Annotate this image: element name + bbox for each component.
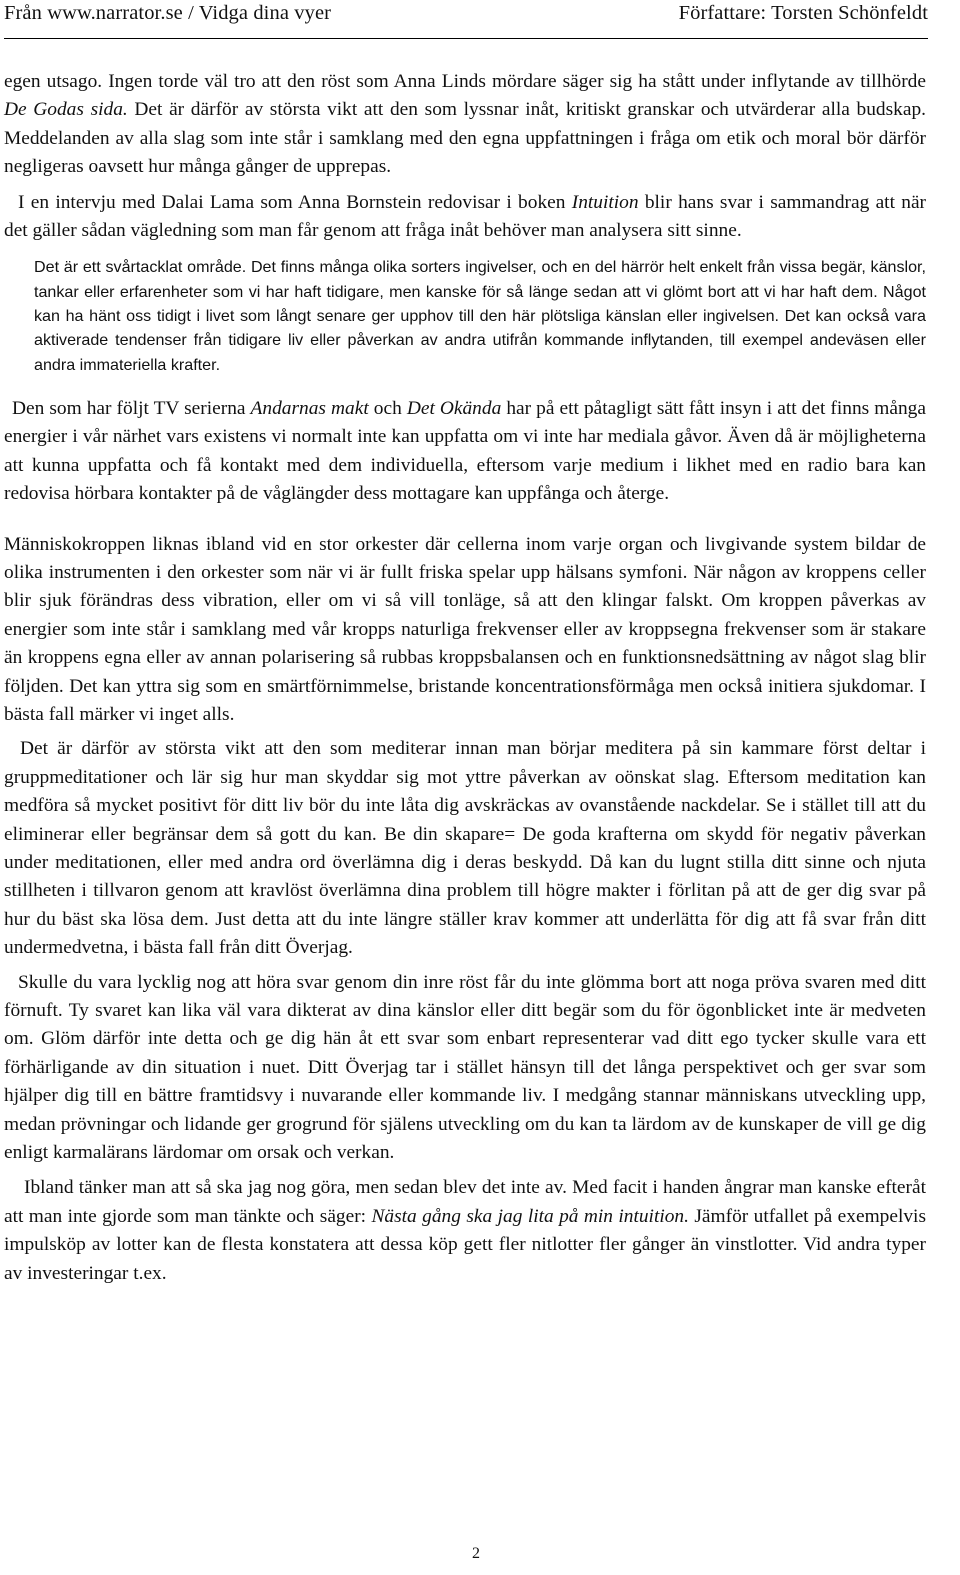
- paragraph-8-emphasis: Nästa gång ska jag lita på min intuition.: [371, 1205, 689, 1227]
- paragraph-4-text-c: och: [368, 397, 407, 419]
- paragraph-5: Människokroppen liknas ibland vid en stor orkester där cellerna inom varje organ och livgivande system bildar de olika instrumenten i den orkester som när vi är fullt friska spelar upp hälsans symfoni. När någon av kroppens celler blir sjuk förändras dess vibration, eller om vi så vill tonläge, så att den klingar falskt. Om kroppen påverkas av energier som inte står i samklang med vår kropps naturliga frekvenser eller av kroppsegna frekvenser som är stakare än kroppens egna eller av annan polarisering så rubbas kroppsbalansen och en funktionsnedsättning av något slag blir följden. Det kan yttra sig som en smärtförnimmelse, bristande koncentrationsförmåga men också initiera sjukdomar. I bästa fall märker vi inget alls.: [4, 533, 926, 725]
- paragraph-8-text-c: Jämför utfallet på exempelvis impulsköp av lotter kan de flesta konstatera att dessa köp gett fler nitlotter fler gånger än vinstlotter. Vid andra typer av investeringar t.ex.: [4, 1205, 926, 1284]
- paragraph-2: [4, 189, 926, 246]
- tv-series-title-1: Andarnas makt: [250, 397, 369, 419]
- paragraph-4-text-a: Den som har följt TV serierna: [12, 397, 251, 419]
- header-author: Författare: Torsten Schönfeldt: [678, 2, 928, 24]
- paragraph-4: [4, 395, 926, 509]
- tv-series-title-2: Det Okända: [406, 397, 502, 419]
- paragraph-7: Skulle du vara lycklig nog att höra svar genom din inre röst får du inte glömma bort att noga pröva svaren med ditt förnuft. Ty svaret kan lika väl vara dikterat av dina känslor eller ditt begär som du för ögonblicket inte är medveten om. Glöm därför inte detta och ge dig hän åt ett svar som enbart representerar vad ditt ego tycker skulle vara ett förhärligande av din situation i nuet. Ditt Överjag tar i stället hänsyn till det långa perspektivet och ger svar som hjälper dig till en bättre framtidsvy i nuvarande eller kommande liv. I medgång stannar människans utveckling upp, medan prövningar och lidande ger grogrund för själens utveckling om du kan ta lärdom av de kunskaper de vill ge dig enligt karmalärans lärdomar om orsak och verkan.: [4, 971, 926, 1164]
- paragraph-4-text-e: har på ett påtagligt sätt fått insyn i att det finns många energier i vår närhet vars existens vi normalt inte kan uppfatta om vi inte har mediala gåvor. Även då är möjligheterna att kunna uppfatta och få kontakt med dem individuella, eftersom varje medium i likhet med en radio bara kan redovisa hörbara kontakter på de våglängder dess mottagare kan uppfånga och återge.: [4, 397, 926, 505]
- document-body: [4, 68, 926, 1288]
- quoted-passage: Det är ett svårtacklat område. Det finns många olika sorters ingivelser, och en del härrör helt enkelt från vissa begär, känslor, tankar eller erfarenheter som vi har haft tidigare, men kanske för så länge sedan att vi glömt bort att vi har haft dem. Något kan ha hänt oss tidigt i livet som långt senare ger upphov till den här plötsliga känslan eller ingivelsen. Det kan också vara aktiverade tendenser från tidigare liv eller påverkan av andra utifrån kommande inflytanden, till exempel andeväsen eller andra immateriella krafter.: [34, 258, 926, 374]
- paragraph-1: [4, 68, 926, 182]
- header-rule: [4, 38, 928, 39]
- paragraph-2-text-a: I en intervju med Dalai Lama som Anna Bornstein redovisar i boken: [18, 191, 572, 213]
- page-number: 2: [472, 1545, 480, 1562]
- paragraph-1-emphasis: De Godas sida.: [4, 99, 128, 121]
- paragraph-8-text-a: Ibland tänker man att så ska jag nog göra, men sedan blev det inte av. Med facit i handen ångrar man kanske efteråt att man inte gjorde som man tänkte och säger:: [4, 1177, 926, 1227]
- paragraph-1-text-c: Det är därför av största vikt att den som lyssnar inåt, kritiskt granskar och utvärderar alla budskap. Meddelanden av alla slag som inte står i samklang med den egna uppfattningen i fråga om etik och moral bör därför negligeras oavsett hur många gånger de upprepas.: [4, 99, 926, 178]
- paragraph-2-text-c: blir hans svar i sammandrag att när det gäller sådan vägledning som man får genom att fråga inåt behöver man analysera sitt sinne.: [4, 191, 927, 242]
- paragraph-1-text-a: egen utsago. Ingen torde väl tro att den röst som Anna Linds mördare säger sig ha stått under inflytande av tillhörde: [4, 71, 926, 92]
- paragraph-6: Det är därför av största vikt att den som mediterar innan man börjar meditera på sin kammare först deltar i gruppmeditationer och lär sig hur man skyddar sig mot yttre påverkan av oönskat slag. Eftersom meditation kan medföra så mycket positivt för ditt liv bör du inte låta dig avskräckas av ovanstående nackdelar. Se i stället till att du eliminerar eller begränsar dem så gott du kan. Be din skapare= De goda krafterna om skydd för negativ påverkan under meditationen, eller med andra ord överlämna dig i deras beskydd. Då kan du lugnt stilla ditt sinne och njuta stillheten i tillvaron genom att kravlöst överlämna dina problem till högre makter i förlitan på att de ger dig svar på hur du bäst ska lösa dem. Just detta att du inte längre ställer krav kommer att underlätta för dig att få svar från ditt undermedvetna, i bästa fall från ditt Överjag.: [4, 738, 926, 959]
- paragraph-8: [4, 1174, 926, 1288]
- book-title-intuition: Intuition: [571, 191, 639, 213]
- header-source: Från www.narrator.se / Vidga dina vyer: [4, 2, 332, 24]
